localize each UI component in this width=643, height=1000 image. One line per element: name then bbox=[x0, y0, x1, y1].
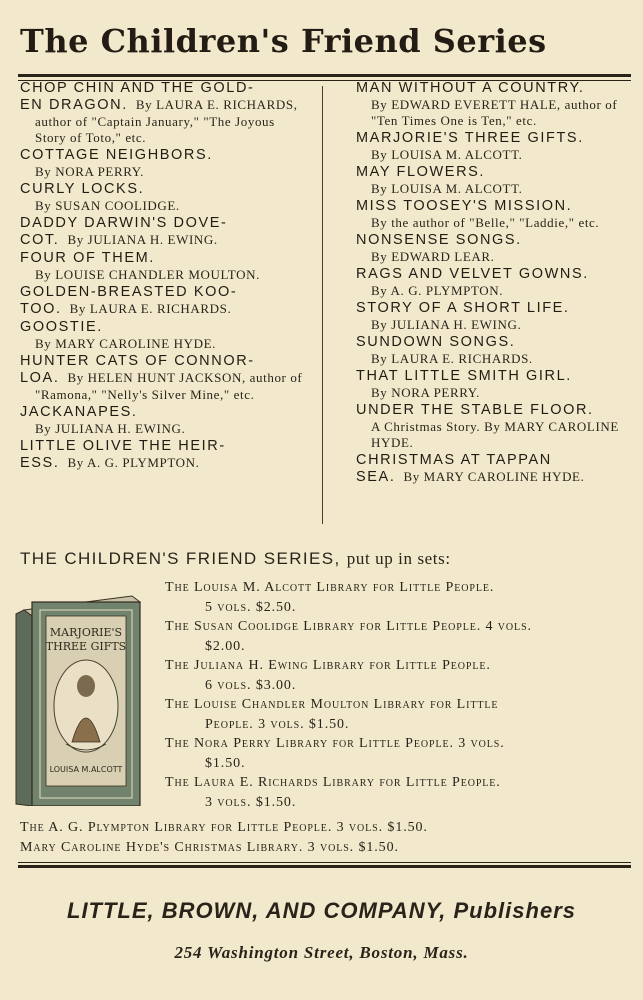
book-entry-author: By LAURA E. RICHARDS. bbox=[371, 351, 533, 366]
book-entry-author: By JULIANA H. EWING. bbox=[35, 421, 186, 436]
set-item-hyde: Mary Caroline Hyde's Christmas Library. 3 vols. $1.50. bbox=[20, 840, 399, 855]
book-entry-author: By NORA PERRY. bbox=[371, 385, 480, 400]
set-item-price: $2.00. bbox=[205, 638, 246, 654]
book-entry-title: UNDER THE STABLE FLOOR. bbox=[356, 402, 594, 418]
book-entry bbox=[356, 266, 632, 299]
book-entry-title: CHOP CHIN AND THE GOLD- bbox=[20, 80, 255, 96]
book-entry-title-cont: COT. bbox=[20, 232, 60, 248]
book-entry bbox=[356, 130, 632, 163]
book-entry-title: CHRISTMAS AT TAPPAN bbox=[356, 452, 552, 468]
book-entry-title: COTTAGE NEIGHBORS. bbox=[20, 147, 213, 163]
sets-heading-main: THE CHILDREN'S FRIEND SERIES, bbox=[20, 549, 341, 568]
book-title-line1: MARJORIE'S bbox=[49, 626, 123, 639]
book-entry-author: By A. G. PLYMPTON. bbox=[67, 455, 200, 470]
book-entry bbox=[356, 80, 632, 129]
footer-rule-thin bbox=[18, 862, 631, 863]
book-title-line2: THREE GIFTS bbox=[45, 640, 127, 653]
set-item-price: 5 vols. $2.50. bbox=[205, 599, 297, 615]
set-item-title: The Juliana H. Ewing Library for Little People. bbox=[165, 658, 491, 673]
set-item-plympton: The A. G. Plympton Library for Little People. 3 vols. $1.50. bbox=[20, 820, 428, 835]
book-entry-title: LITTLE OLIVE THE HEIR- bbox=[20, 438, 226, 454]
book-entry bbox=[356, 232, 632, 265]
set-item-price: 3 vols. $1.50. bbox=[205, 794, 297, 810]
book-illustration bbox=[14, 594, 144, 806]
page-title: The Children's Friend Series bbox=[20, 22, 547, 60]
book-entry-title: STORY OF A SHORT LIFE. bbox=[356, 300, 570, 316]
book-entry bbox=[356, 164, 632, 197]
book-entry-author: By LAURA E. RICHARDS, author of "Captain January," "The Joyous Story of Toto," etc. bbox=[35, 97, 298, 145]
sets-heading-rest: put up in sets: bbox=[346, 549, 451, 568]
book-entry-title: SUNDOWN SONGS. bbox=[356, 334, 516, 350]
book-entry bbox=[20, 80, 308, 146]
book-entry-author: By LOUISA M. ALCOTT. bbox=[371, 181, 523, 196]
book-entry-title: MISS TOOSEY'S MISSION. bbox=[356, 198, 573, 214]
book-entry-author: By JULIANA H. EWING. bbox=[371, 317, 522, 332]
book-entry-title: NONSENSE SONGS. bbox=[356, 232, 522, 248]
book-entry-title: HUNTER CATS OF CONNOR- bbox=[20, 353, 255, 369]
right-column bbox=[356, 80, 632, 487]
book-entry-title: THAT LITTLE SMITH GIRL. bbox=[356, 368, 572, 384]
set-item-title: The Laura E. Richards Library for Little People. bbox=[165, 775, 501, 790]
book-entry bbox=[356, 334, 632, 367]
book-entry-title-cont: ESS. bbox=[20, 455, 60, 471]
book-entry bbox=[20, 215, 308, 249]
title-rule-thick bbox=[18, 74, 631, 77]
book-entry bbox=[356, 300, 632, 333]
publisher-address: 254 Washington Street, Boston, Mass. bbox=[174, 943, 469, 962]
book-entry-author: By the author of "Belle," "Laddie," etc. bbox=[371, 215, 600, 230]
book-entry-title: GOOSTIE. bbox=[20, 319, 103, 335]
book-author: LOUISA M.ALCOTT bbox=[49, 765, 123, 774]
set-item bbox=[165, 773, 629, 812]
set-item-title: The Susan Coolidge Library for Little People. 4 vols. bbox=[165, 619, 532, 634]
book-entry-title-cont: TOO. bbox=[20, 301, 62, 317]
book-entry-author: By MARY CAROLINE HYDE. bbox=[35, 336, 217, 351]
set-item-price: $1.50. bbox=[205, 755, 246, 771]
book-entry-title: MARJORIE'S THREE GIFTS. bbox=[356, 130, 584, 146]
book-entry-author: By LOUISE CHANDLER MOULTON. bbox=[35, 267, 260, 282]
book-entry-title: JACKANAPES. bbox=[20, 404, 138, 420]
book-entry bbox=[20, 181, 308, 214]
book-entry-title: DADDY DARWIN'S DOVE- bbox=[20, 215, 228, 231]
book-entry-title: GOLDEN-BREASTED KOO- bbox=[20, 284, 238, 300]
book-entry bbox=[20, 438, 308, 472]
column-divider bbox=[322, 86, 323, 524]
set-item bbox=[165, 617, 629, 656]
book-entry bbox=[20, 250, 308, 283]
book-entry-title-cont: LOA. bbox=[20, 370, 60, 386]
publisher-name: LITTLE, BROWN, AND COMPANY, Publishers bbox=[67, 898, 576, 923]
set-item bbox=[165, 695, 629, 734]
book-entry-author: By HELEN HUNT JACKSON, author of "Ramona," "Nelly's Silver Mine," etc. bbox=[35, 370, 303, 402]
book-entry bbox=[20, 319, 308, 352]
book-entry-title: CURLY LOCKS. bbox=[20, 181, 145, 197]
book-entry-author: By MARY CAROLINE HYDE. bbox=[403, 469, 585, 484]
set-item-title: The Louise Chandler Moulton Library for Little bbox=[165, 697, 499, 712]
book-entry bbox=[20, 404, 308, 437]
sets-heading bbox=[20, 549, 630, 569]
book-entry-title-cont: SEA. bbox=[356, 469, 396, 485]
book-entry bbox=[356, 402, 632, 451]
book-entry-title: FOUR OF THEM. bbox=[20, 250, 155, 266]
book-entry-author: A Christmas Story. By MARY CAROLINE HYDE. bbox=[371, 419, 619, 450]
book-entry bbox=[356, 368, 632, 401]
book-entry-author: By EDWARD EVERETT HALE, author of "Ten Times One is Ten," etc. bbox=[371, 97, 618, 128]
left-column bbox=[20, 80, 308, 473]
book-entry bbox=[20, 284, 308, 318]
book-entry-title: MAY FLOWERS. bbox=[356, 164, 486, 180]
set-item bbox=[165, 578, 629, 617]
sets-list bbox=[165, 578, 629, 812]
book-entry-title-cont: EN DRAGON. bbox=[20, 97, 128, 113]
book-entry bbox=[20, 353, 308, 403]
book-entry-author: By A. G. PLYMPTON. bbox=[371, 283, 504, 298]
book-entry bbox=[356, 198, 632, 231]
book-entry bbox=[20, 147, 308, 180]
book-entry-author: By NORA PERRY. bbox=[35, 164, 144, 179]
footer-rule-thick bbox=[18, 865, 631, 868]
book-entry-author: By LOUISA M. ALCOTT. bbox=[371, 147, 523, 162]
book-entry-author: By LAURA E. RICHARDS. bbox=[69, 301, 232, 316]
set-item bbox=[165, 656, 629, 695]
set-item-title: The Nora Perry Library for Little People. 3 vols. bbox=[165, 736, 505, 751]
book-entry-author: By SUSAN COOLIDGE. bbox=[35, 198, 180, 213]
book-entry-author: By JULIANA H. EWING. bbox=[67, 232, 218, 247]
set-item-price: 6 vols. $3.00. bbox=[205, 677, 297, 693]
book-entry bbox=[356, 452, 632, 486]
book-entry-author: By EDWARD LEAR. bbox=[371, 249, 495, 264]
set-item bbox=[165, 734, 629, 773]
book-entry-title: RAGS AND VELVET GOWNS. bbox=[356, 266, 589, 282]
set-item-title: The Louisa M. Alcott Library for Little People. bbox=[165, 580, 495, 595]
set-item-price: People. 3 vols. $1.50. bbox=[205, 716, 350, 732]
book-entry-title: MAN WITHOUT A COUNTRY. bbox=[356, 80, 585, 96]
